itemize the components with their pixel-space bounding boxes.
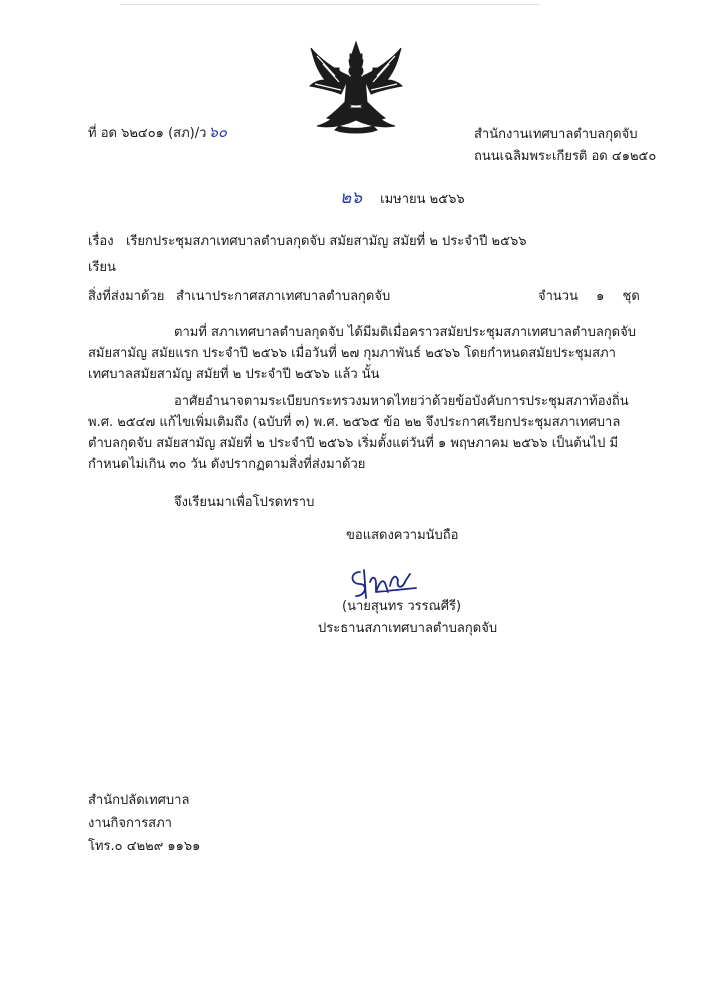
body-paragraph-1	[88, 322, 636, 385]
enclosure-label: สิ่งที่ส่งมาด้วย	[88, 289, 165, 304]
footer-section: งานกิจการสภา	[88, 816, 172, 831]
sender-address: ถนนเฉลิมพระเกียรติ อด ๔๑๒๕๐	[474, 149, 657, 164]
closing-request: จึงเรียนมาเพื่อโปรดทราบ	[174, 495, 315, 510]
handwritten-reference-number: ๖๐	[208, 123, 228, 141]
garuda-emblem-icon	[305, 40, 407, 138]
sender-office-name: สำนักงานเทศบาลตำบลกุดจับ	[474, 127, 638, 142]
signer-title: ประธานสภาเทศบาลตำบลกุดจับ	[318, 621, 498, 636]
scan-edge-mark	[120, 4, 540, 5]
handwritten-signature	[346, 566, 420, 602]
date-month-year: เมษายน ๒๕๖๖	[380, 192, 465, 207]
paragraph-2-text: อาศัยอำนาจตามระเบียบกระทรวงมหาดไทยว่าด้วยข้อบังคับการประชุมสภาท้องถิ่น พ.ศ. ๒๕๔๗ แก้ไขเพิ่มเติมถึง (ฉบับที่ ๓) พ.ศ. ๒๕๖๕ ข้อ ๒๒ จึงประกาศเรียกประชุมสภาเทศบาลตำบลกุดจับ สมัยสามัญ สมัยที่ ๒ ประจำปี ๒๕๖๖ เริ่มตั้งแต่วันที่ ๑ พฤษภาคม ๒๕๖๖ เป็นต้นไป มีกำหนดไม่เกิน ๓๐ วัน ดังปรากฏตามสิ่งที่ส่งมาด้วย	[88, 394, 629, 472]
paragraph-1-text: ตามที่ สภาเทศบาลตำบลกุดจับ ได้มีมติเมื่อคราวสมัยประชุมสภาเทศบาลตำบลกุดจับ สมัยสามัญ สมัยแรก ประจำปี ๒๕๖๖ เมื่อวันที่ ๒๗ กุมภาพันธ์ ๒๕๖๖ โดยกำหนดสมัยประชุมสภาเทศบาลสมัยสามัญ สมัยที่ ๒ ประจำปี ๒๕๖๖ แล้ว นั้น	[88, 325, 636, 382]
signer-name: (นายสุนทร วรรณศีรี)	[342, 599, 462, 614]
closing-salutation: ขอแสดงความนับถือ	[346, 528, 459, 543]
subject-text: เรียกประชุมสภาเทศบาลตำบลกุดจับ สมัยสามัญ สมัยที่ ๒ ประจำปี ๒๕๖๖	[126, 234, 527, 249]
body-paragraph-2	[88, 391, 636, 475]
letter-date	[340, 190, 465, 208]
enclosure-quantity: จำนวน ๑ ชุด	[538, 289, 640, 304]
document-reference	[88, 124, 227, 142]
enclosure-text: สำเนาประกาศสภาเทศบาลตำบลกุดจับ	[176, 289, 391, 304]
footer-office: สำนักปลัดเทศบาล	[88, 793, 190, 808]
handwritten-day: ๒๖	[340, 188, 362, 208]
footer-phone: โทร.๐ ๔๒๒๙ ๑๑๖๑	[88, 839, 201, 854]
recipient-label: เรียน	[88, 260, 116, 275]
reference-prefix: ที่ อด ๖๒๔๐๑ (สภ)/ว	[88, 126, 207, 141]
subject-label: เรื่อง	[88, 234, 114, 249]
